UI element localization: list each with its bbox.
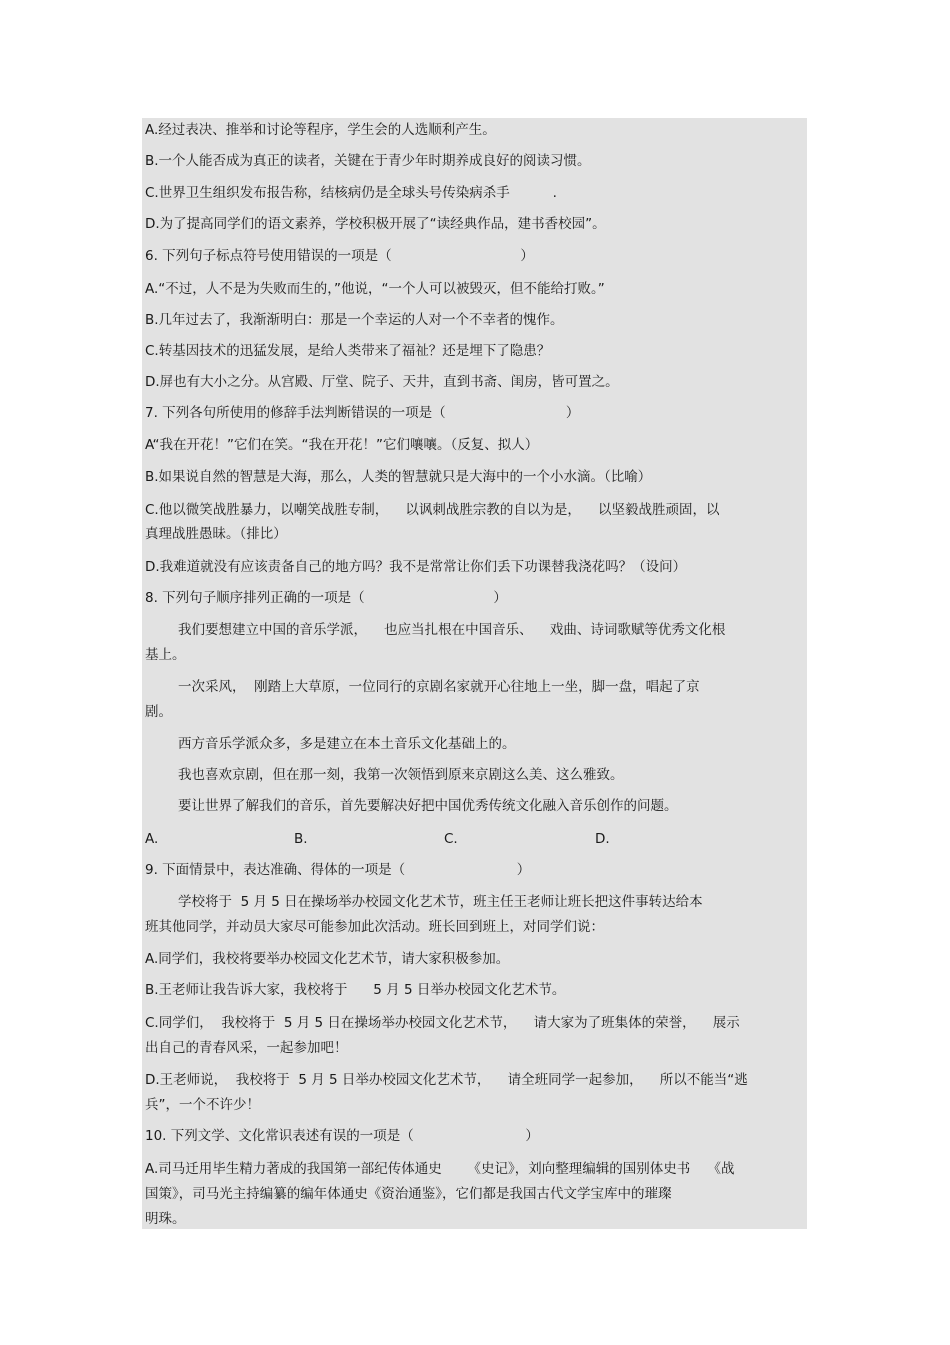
q9-option-c-line2: 出自己的青春风采，一起参加吧！	[145, 1040, 348, 1056]
q8-option-c: C.	[444, 831, 458, 847]
q10-stem: 10. 下列文学、文化常识表述有误的一项是（ ）	[145, 1128, 539, 1144]
q5-option-c: C.世界卫生组织发布报告称，结核病仍是全球头号传染病杀手 .	[145, 185, 557, 201]
q7-option-d: D.我难道就没有应该责备自己的地方吗？我不是常常让你们丢下功课替我浇花吗？（设问）	[145, 559, 687, 575]
q8-option-d: D.	[595, 831, 610, 847]
q7-option-b: B.如果说自然的智慧是大海，那么，人类的智慧就只是大海中的一个小水滴。（比喻）	[145, 469, 652, 485]
q10-option-a-line2: 国策》，司马光主持编纂的编年体通史《资治通鉴》，它们都是我国古代文学宝库中的璀璨	[145, 1186, 672, 1202]
q7-option-c-line1: C.他以微笑战胜暴力，以嘲笑战胜专制， 以讽刺战胜宗教的自以为是， 以坚毅战胜顽固，以	[145, 502, 720, 518]
q7-stem: 7. 下列各句所使用的修辞手法判断错误的一项是（ ）	[145, 405, 580, 421]
q6-option-d: D.屏也有大小之分。从宫殿、厅堂、院子、天井，直到书斋、闺房，皆可置之。	[145, 374, 619, 390]
q8-sentence-4: 我也喜欢京剧，但在那一刻，我第一次领悟到原来京剧这么美、这么雅致。	[178, 767, 624, 783]
q9-option-a: A.同学们，我校将要举办校园文化艺术节，请大家积极参加。	[145, 951, 510, 967]
q9-option-b: B.王老师让我告诉大家，我校将于 5 月 5 日举办校园文化艺术节。	[145, 982, 566, 998]
q8-sentence-3: 西方音乐学派众多，多是建立在本土音乐文化基础上的。	[178, 736, 516, 752]
q8-sentence-1-line1: 我们要想建立中国的音乐学派， 也应当扎根在中国音乐、 戏曲、诗词歌赋等优秀文化根	[178, 622, 726, 638]
q6-option-c: C.转基因技术的迅猛发展，是给人类带来了福祉？还是埋下了隐患？	[145, 343, 551, 359]
q6-stem: 6. 下列句子标点符号使用错误的一项是（ ）	[145, 248, 534, 264]
q9-stem: 9. 下面情景中，表达准确、得体的一项是（ ）	[145, 862, 531, 878]
q7-option-c-line2: 真理战胜愚昧。（排比）	[145, 526, 287, 542]
q8-sentence-2-line2: 剧。	[145, 704, 172, 720]
q8-sentence-1-line2: 基上。	[145, 647, 186, 663]
q10-option-a-line3: 明珠。	[145, 1211, 186, 1227]
q5-option-b: B.一个人能否成为真正的读者，关键在于青少年时期养成良好的阅读习惯。	[145, 153, 591, 169]
q5-option-d: D.为了提高同学们的语文素养，学校积极开展了“读经典作品，建书香校园”。	[145, 216, 606, 232]
q6-option-a: A.“不过，人不是为失败而生的，”他说，“一个人可以被毁灭，但不能给打败。”	[145, 281, 605, 297]
q7-option-a: A“我在开花！”它们在笑。“我在开花！”它们嚷嚷。（反复、拟人）	[145, 437, 539, 453]
q8-stem: 8. 下列句子顺序排列正确的一项是（ ）	[145, 590, 507, 606]
q10-option-a-line1: A.司马迁用毕生精力著成的我国第一部纪传体通史 《史记》，刘向整理编辑的国别体史书 《战	[145, 1161, 735, 1177]
q9-option-d-line1: D.王老师说， 我校将于 5 月 5 日举办校园文化艺术节， 请全班同学一起参加， 所以不能当“逃	[145, 1072, 748, 1088]
q6-option-b: B.几年过去了，我渐渐明白：那是一个幸运的人对一个不幸者的愧作。	[145, 312, 564, 328]
q9-option-d-line2: 兵”，一个不许少！	[145, 1097, 260, 1113]
q5-option-a: A.经过表决、推举和讨论等程序，学生会的人选顺利产生。	[145, 122, 496, 138]
q9-option-c-line1: C.同学们， 我校将于 5 月 5 日在操场举办校园文化艺术节， 请大家为了班集体的荣誉， 展示	[145, 1015, 740, 1031]
document-page	[142, 118, 807, 1229]
q8-sentence-2-line1: 一次采风， 刚踏上大草原，一位同行的京剧名家就开心往地上一坐，脚一盘，唱起了京	[178, 679, 700, 695]
q8-option-a: A.	[145, 831, 159, 847]
q8-option-b: B.	[294, 831, 308, 847]
q9-scenario-line1: 学校将于 5 月 5 日在操场举办校园文化艺术节，班主任王老师让班长把这件事转达给本	[178, 894, 703, 910]
q8-sentence-5: 要让世界了解我们的音乐，首先要解决好把中国优秀传统文化融入音乐创作的问题。	[178, 798, 678, 814]
q9-scenario-line2: 班其他同学，并动员大家尽可能参加此次活动。班长回到班上，对同学们说：	[145, 919, 604, 935]
